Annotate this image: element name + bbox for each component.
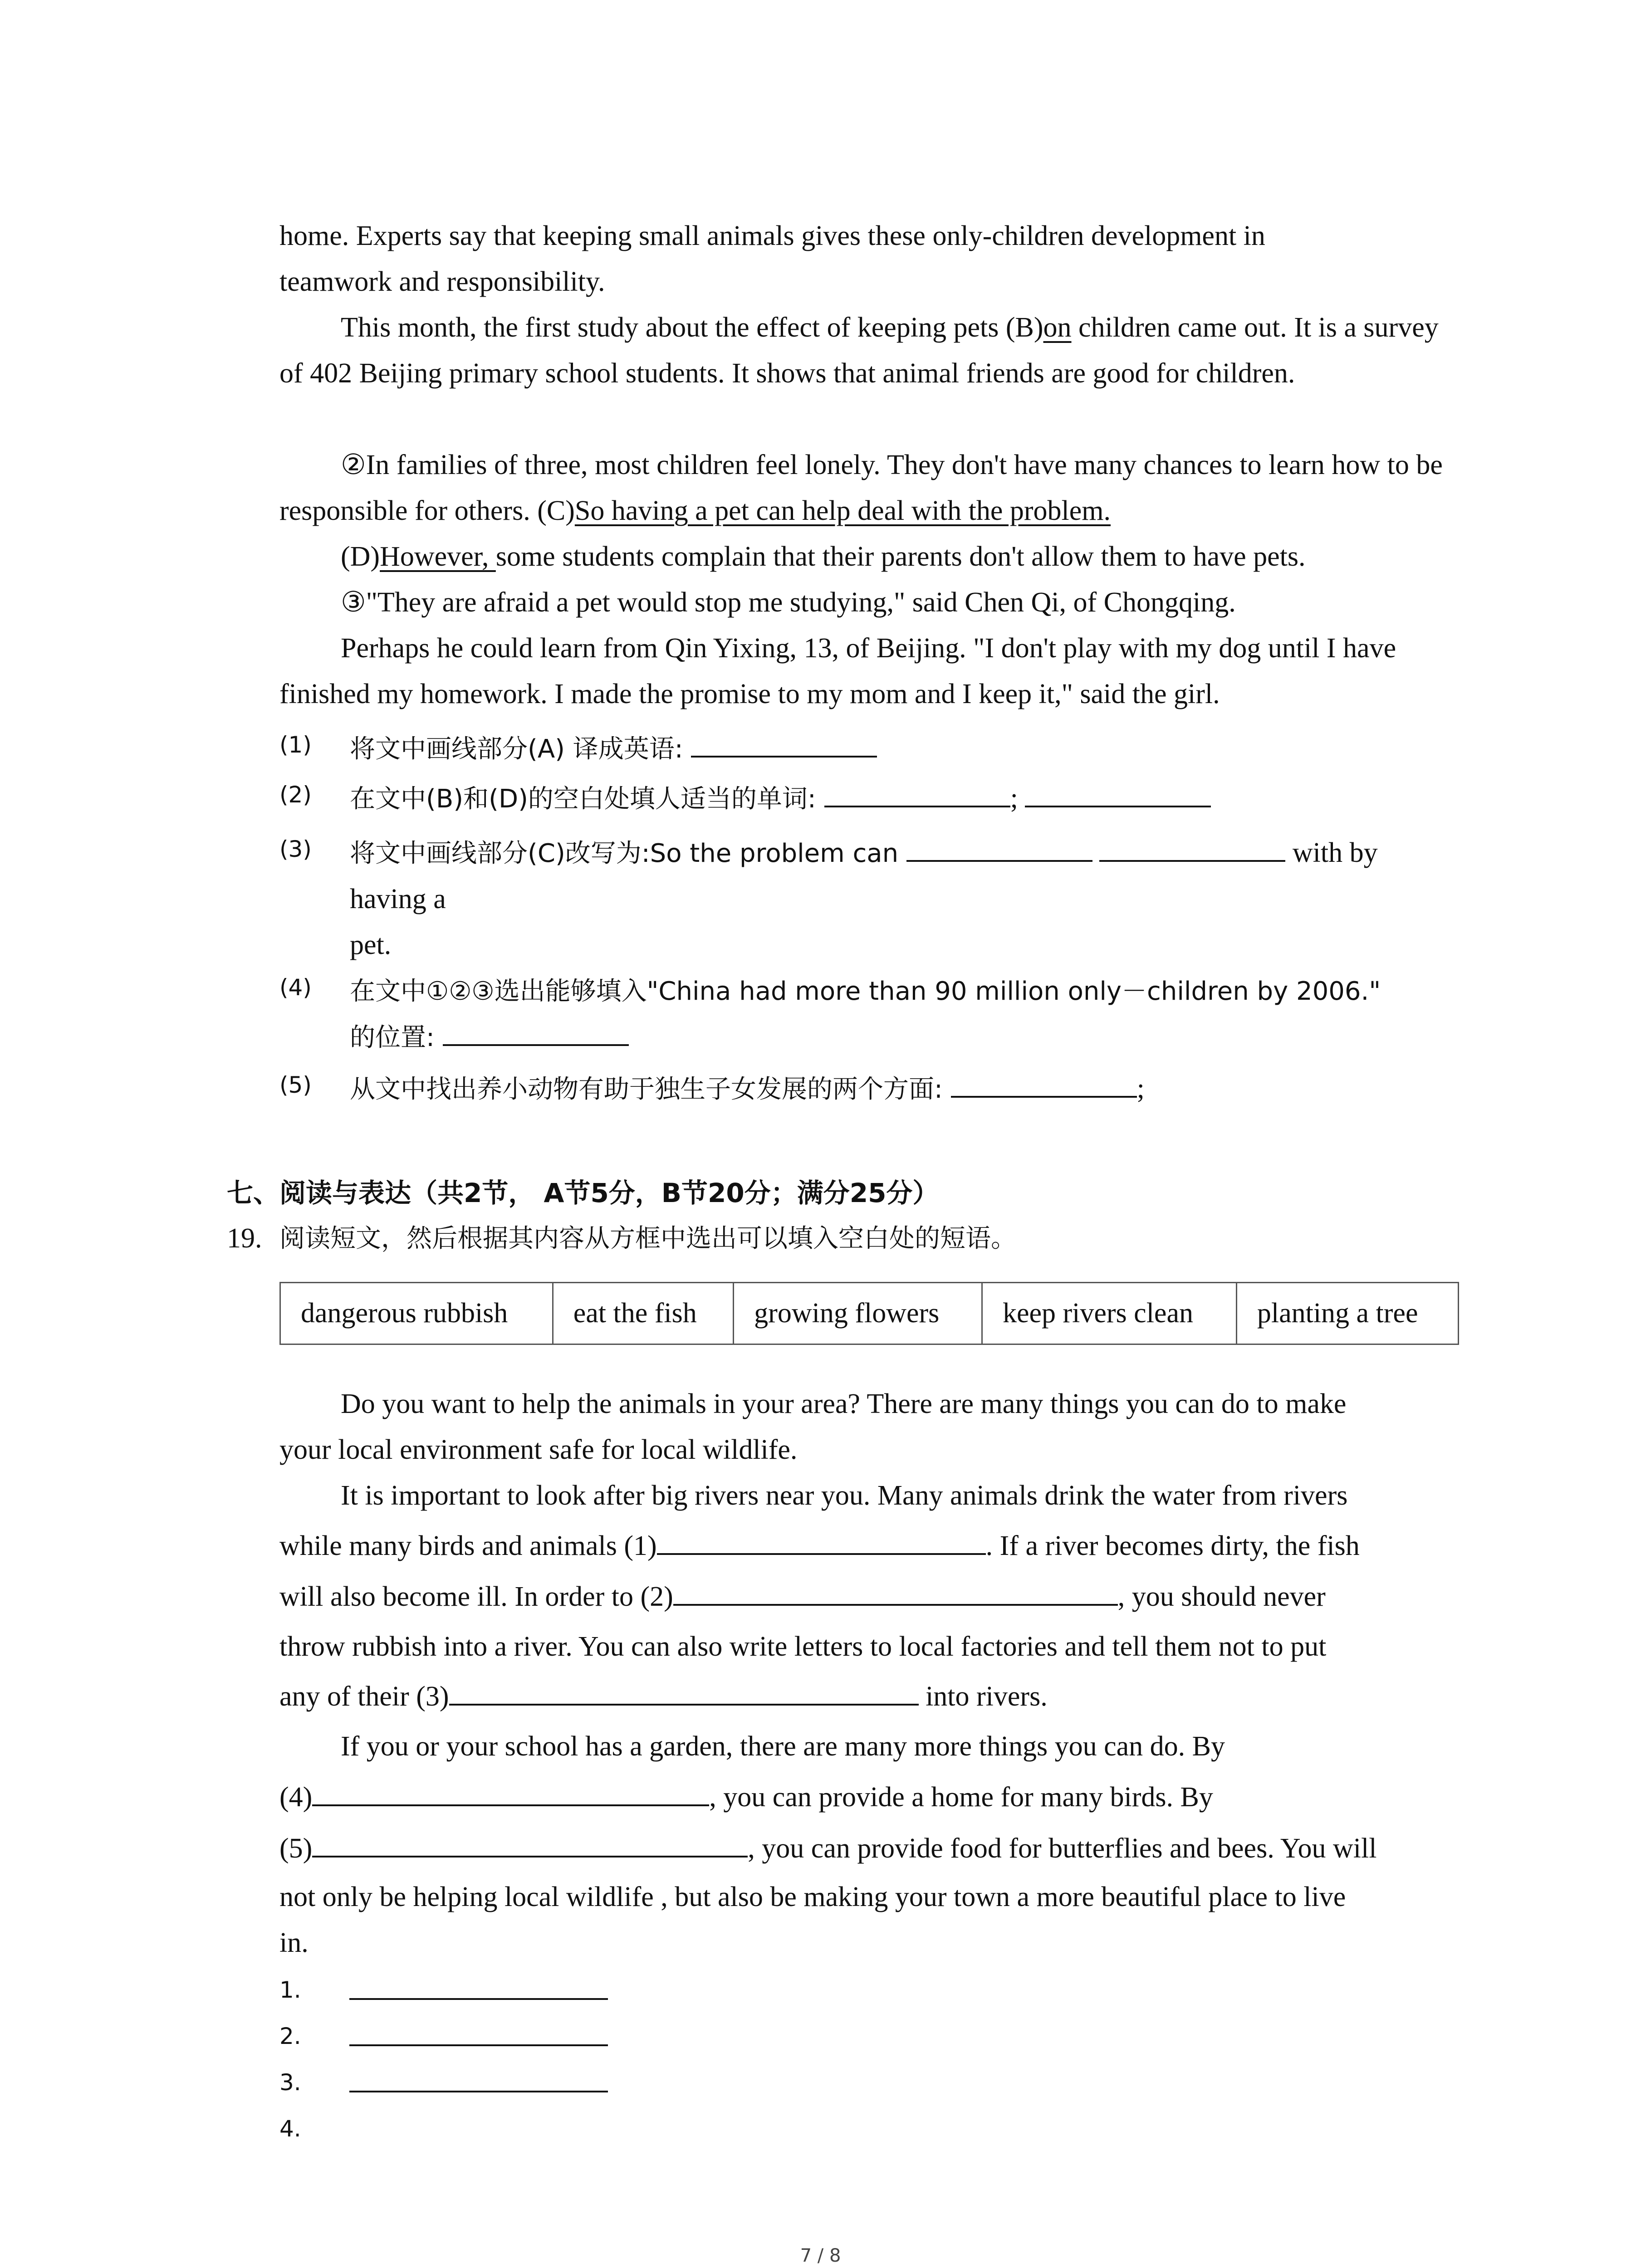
question-number: (4) [279,974,312,1001]
answer-line[interactable] [349,1998,608,2000]
passage-line: your local environment safe for local wildlife. [279,1434,798,1465]
answer-number: 1. [279,1977,301,2003]
question-number: (2) [279,782,312,808]
blank-2[interactable] [673,1578,1118,1606]
passage-paragraph: (D)However, some students complain that their parents don't allow them to have pets. [341,541,1306,572]
passage-line: home. Experts say that keeping small animals gives these only-children development in [279,220,1265,251]
blank-3[interactable] [449,1677,919,1706]
answer-blank[interactable] [1025,779,1211,807]
passage-line: will also become ill. In order to (2) , you should never [279,1574,1457,1620]
answer-blank[interactable] [824,779,1010,807]
question-number: (1) [279,732,312,758]
word-bank-option: planting a tree [1236,1283,1458,1344]
passage-line: It is important to look after big rivers near you. Many animals drink the water from rivers [341,1480,1348,1511]
passage-line: not only be helping local wildlife , but also be making your town a more beautiful place to live [279,1882,1346,1912]
passage-paragraph: ②In families of three, most children feel lonely. They don't have many chances to learn how to be responsible for others. (C)So having a pet can help deal with the problem. [279,450,1443,526]
passage-line: any of their (3) into rivers. [279,1674,1457,1720]
exam-page: home. Experts say that keeping small animals gives these only-children development in teamwork and responsibility. This month, the first study about the effect of keeping pets (B)on children came out. It is a survey of 402 Beijing primary school students. It shows that animal friends are good for children. ②In families of three, most children feel lonely. They don't have many chances to learn how to be responsible for others. (C)So having a pet can help deal with the problem. (D)However, some students complain that their parents don't allow them to have pets. ③"They are afraid a pet would stop me studying," said Chen Qi, of Chongqing. Perhaps he could learn from Qin Yixing, 13, of Beijing. "I don't play with my dog until I have finished my homework. I made the promise to my mom and I keep it," said the girl. (1) 将文中画线部分(A) 译成英语: (2) 在文中(B)和(D)的空白处填人适当的单词: ; (3) 将文中画线部分(C)改写为:So the problem can with by having a pet. (4) 在文中①②③选出能够填入"China had more than 90 million only－children by 2006." 的位置: (5) 从文中找出养小动物有助于独生子女发展的两个方面: ; 七、阅读与表达（共2节， A节5分，B节20分；满分25分） 19. 阅读短文，然后根据其内容从方框中选出可以填入空白处的短语。 dangerous rubbish eat the fish growing flowers keep rivers clean planting a tree Do you want to help the animals in your area? There are many things you can do to make your local environment safe for local wildlife. It is important to look after big rivers near you. Many animals drink the water from rivers while many birds and animals (1) . If a river becomes dirty, the fish will also become ill. In order to (2) , you should never throw rubbish into a river. You can also write letters to local factories and tell them not to put any of their (3) into rivers. If you or your school has a garden, there are many more things you can do. By (4) , you can provide a home for many birds. By (5) , you can provide food for butterflies and bees. You will not only be helping local wildlife , but also be making your town a more beautiful place to live in. 1. 2. 3. 4. 7 / 8 [0,0,1641,2268]
question-number: 19. [227,1223,262,1254]
passage-line: throw rubbish into a river. You can also write letters to local factories and tell them not to put [279,1631,1327,1662]
question-number: (3) [279,836,312,862]
answer-line[interactable] [349,2091,608,2092]
underlined-word-b: on [1043,312,1072,343]
passage-line: while many birds and animals (1) . If a river becomes dirty, the fish [279,1523,1457,1569]
answer-number: 2. [279,2023,301,2049]
answer-line[interactable] [349,2044,608,2046]
word-bank-option: keep rivers clean [982,1283,1236,1344]
underlined-sentence-c: So having a pet can help deal with the problem. [574,495,1111,526]
question-instruction: 阅读短文，然后根据其内容从方框中选出可以填入空白处的短语。 [279,1224,1016,1253]
answer-blank[interactable] [443,1018,629,1046]
passage-line: in. [279,1927,309,1958]
passage-line: If you or your school has a garden, there are many more things you can do. By [341,1731,1225,1762]
word-bank-option: growing flowers [734,1283,982,1344]
word-bank-option: dangerous rubbish [280,1283,553,1344]
passage-paragraph: ③"They are afraid a pet would stop me studying," said Chen Qi, of Chongqing. [341,587,1236,618]
answer-blank[interactable] [1099,834,1285,862]
question-number: (5) [279,1072,312,1098]
passage-line: (5) , you can provide food for butterflies and bees. You will [279,1826,1457,1872]
underlined-word-d: However, [380,541,496,572]
answer-blank[interactable] [951,1070,1137,1098]
passage-paragraph: Perhaps he could learn from Qin Yixing, 13, of Beijing. "I don't play with my dog until I have finished my homework. I made the promise to my mom and I keep it," said the girl. [279,633,1396,709]
answer-number: 4. [279,2116,301,2142]
blank-4[interactable] [312,1778,709,1806]
passage-line: teamwork and responsibility. [279,266,605,297]
section-heading: 七、阅读与表达（共2节， A节5分，B节20分；满分25分） [227,1178,939,1208]
answer-blank[interactable] [691,729,877,758]
word-bank-option: eat the fish [553,1283,733,1344]
answer-blank[interactable] [906,834,1092,862]
word-bank-table [279,1282,1459,1345]
passage-paragraph: This month, the first study about the effect of keeping pets (B)on children came out. It is a survey of 402 Beijing primary school students. It shows that animal friends are good for children. [279,312,1439,389]
blank-1[interactable] [657,1527,986,1555]
blank-5[interactable] [312,1829,748,1857]
passage-line: Do you want to help the animals in your area? There are many things you can do to make [341,1388,1347,1419]
passage-line: (4) , you can provide a home for many birds. By [279,1774,1457,1820]
page-number: 7 / 8 [800,2245,841,2266]
answer-number: 3. [279,2069,301,2096]
